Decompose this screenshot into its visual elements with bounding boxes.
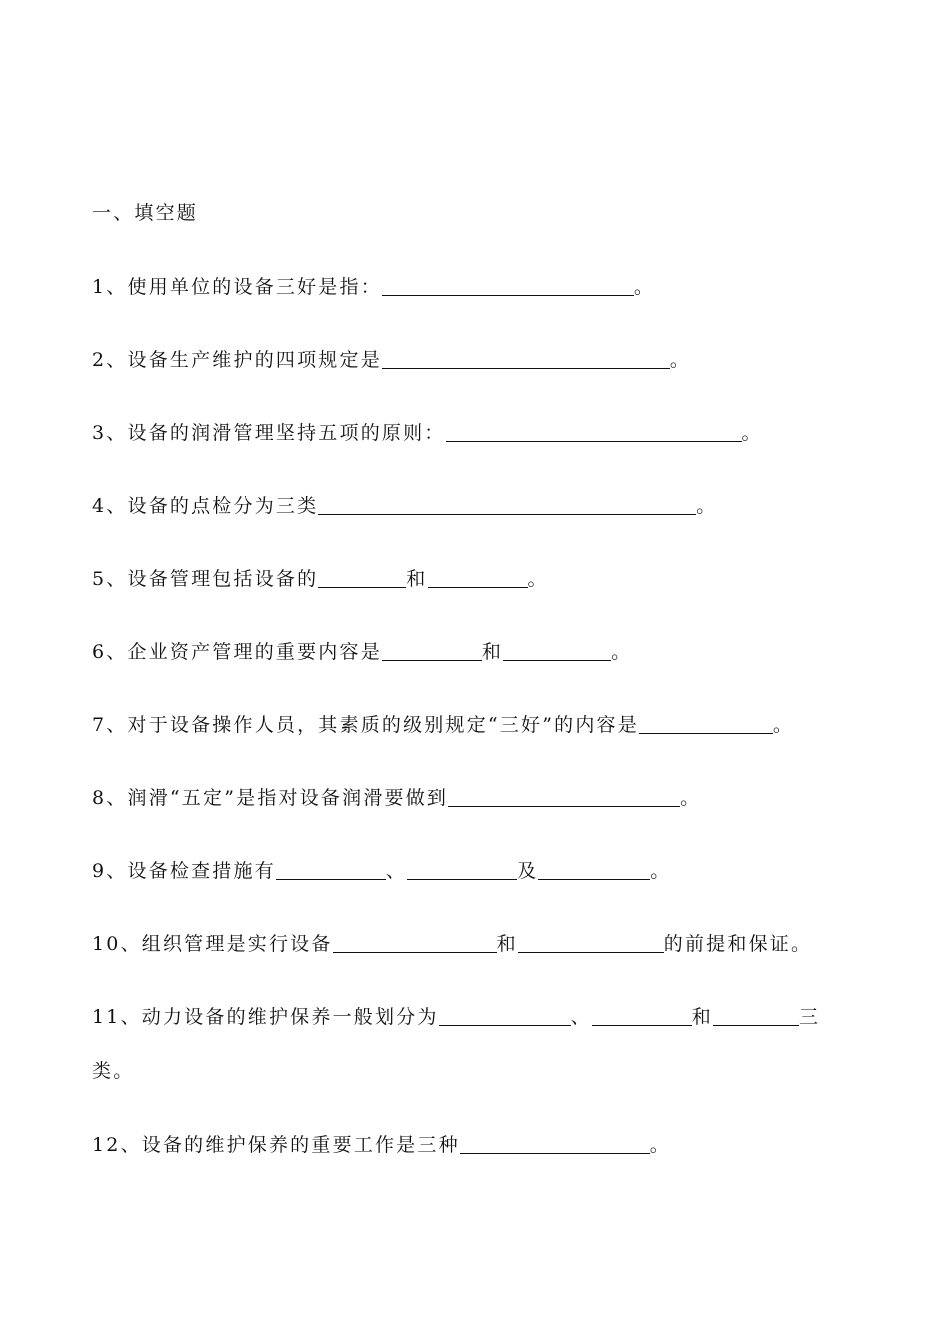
answer-blank[interactable] (382, 350, 670, 369)
question-11-mid2: 和 (691, 1006, 713, 1028)
question-4 (92, 491, 718, 518)
question-10 (92, 929, 812, 956)
answer-blank[interactable] (382, 642, 482, 661)
question-11 (92, 1002, 820, 1029)
answer-blank[interactable] (713, 1007, 799, 1026)
answer-blank[interactable] (276, 861, 386, 880)
question-7-lead: 7、对于设备操作人员，其素质的级别规定“三好”的内容是 (92, 714, 639, 736)
question-12-tail: 。 (649, 1134, 671, 1156)
question-6-lead: 6、企业资产管理的重要内容是 (92, 641, 382, 663)
answer-blank[interactable] (382, 277, 634, 296)
question-7 (92, 710, 794, 737)
question-6 (92, 637, 632, 664)
question-9 (92, 856, 672, 883)
question-11-wrap: 类。 (92, 1060, 135, 1082)
question-3-lead: 3、设备的润滑管理坚持五项的原则： (92, 422, 446, 444)
question-11-mid1: 、 (570, 1006, 592, 1028)
answer-blank[interactable] (592, 1007, 692, 1026)
question-4-tail: 。 (696, 495, 718, 517)
question-12 (92, 1130, 671, 1157)
question-10-tail: 的前提和保证。 (663, 933, 813, 955)
question-11-tail: 三 (798, 1006, 821, 1028)
question-12-lead: 12、设备的维护保养的重要工作是三种 (92, 1134, 460, 1156)
answer-blank[interactable] (538, 861, 650, 880)
question-9-tail: 。 (650, 860, 672, 882)
question-5-lead: 5、设备管理包括设备的 (92, 568, 319, 590)
question-1 (92, 272, 655, 299)
question-5 (92, 564, 549, 591)
answer-blank[interactable] (460, 1135, 650, 1154)
question-10-lead: 10、组织管理是实行设备 (92, 933, 333, 955)
answer-blank[interactable] (639, 715, 773, 734)
question-9-mid2: 及 (517, 860, 539, 882)
question-11-lead: 11、动力设备的维护保养一般划分为 (92, 1006, 439, 1028)
question-8 (92, 783, 701, 810)
question-2 (92, 345, 691, 372)
question-6-tail: 。 (611, 641, 633, 663)
answer-blank[interactable] (428, 569, 528, 588)
answer-blank[interactable] (318, 496, 696, 515)
answer-blank[interactable] (318, 569, 406, 588)
answer-blank[interactable] (333, 934, 497, 953)
question-3-tail: 。 (741, 422, 763, 444)
question-8-lead: 8、润滑“五定”是指对设备润滑要做到 (92, 787, 449, 809)
question-10-mid: 和 (496, 933, 518, 955)
answer-blank[interactable] (518, 934, 664, 953)
question-8-tail: 。 (680, 787, 702, 809)
question-9-mid1: 、 (385, 860, 408, 882)
answer-blank[interactable] (448, 788, 680, 807)
question-4-lead: 4、设备的点检分为三类 (92, 495, 319, 517)
question-1-lead: 1、使用单位的设备三好是指： (92, 276, 382, 298)
question-2-tail: 。 (669, 349, 692, 371)
question-6-mid: 和 (481, 641, 504, 663)
question-5-mid: 和 (406, 568, 428, 590)
question-7-tail: 。 (772, 714, 795, 736)
section-title: 一、填空题 (92, 202, 199, 224)
question-5-tail: 。 (527, 568, 549, 590)
answer-blank[interactable] (503, 642, 611, 661)
question-9-lead: 9、设备检查措施有 (92, 860, 276, 882)
question-3 (92, 418, 763, 445)
question-1-tail: 。 (633, 276, 656, 298)
question-2-lead: 2、设备生产维护的四项规定是 (92, 349, 382, 371)
answer-blank[interactable] (439, 1007, 571, 1026)
answer-blank[interactable] (407, 861, 517, 880)
answer-blank[interactable] (446, 423, 742, 442)
